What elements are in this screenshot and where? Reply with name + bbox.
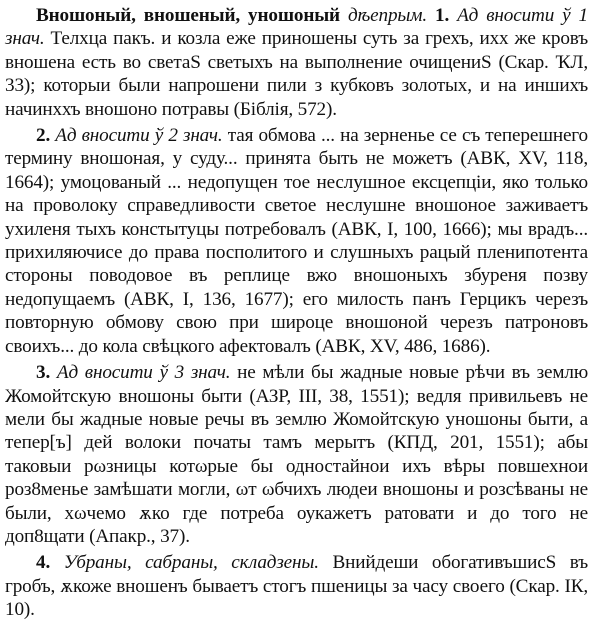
sense-number: 1. (435, 5, 450, 26)
entry-sense-2 (5, 124, 588, 358)
entry-pos: дѣепрым. (347, 5, 428, 26)
sense-text: Телхца пакъ. и козла еже приношены суть за грехъ, ихх же кровъ вношена есть во светаЅ светыхъ на выполнение очищениЅ (Скар. ҠЛ, 33); которыи были напрошени пили з кубковъ золотых, и на иншихъ начинххъ вношоно потравы (Біблія, 572). (5, 28, 588, 120)
sense-number: 2. (36, 125, 51, 147)
sense-label: Ад вносити ў 2 знач. (55, 125, 223, 147)
sense-number: 4. (36, 552, 51, 574)
sense-label: Убраны, сабраны, складзены. (63, 552, 319, 574)
entry-sense-1 (5, 4, 588, 121)
sense-label: Ад вносити ў 1 знач. (5, 5, 588, 50)
entry-sense-3 (5, 361, 588, 548)
entry-sense-4 (5, 551, 588, 621)
sense-text: Внийдеши обогативъшисЅ въ гробъ, ѫкоже вношенъ бываетъ стогъ пшеницы за часу своего (Скар. ІК, 10). (5, 552, 588, 621)
sense-label: Ад вносити ў 3 знач. (56, 362, 231, 384)
sense-number: 3. (36, 362, 51, 384)
sense-text: не мѣли бы жадные новые рѣчи въ землю Жомойтскую вношоны быти (АЗР, III, 38, 1551); ведля привильевъ не мели бы жадные новые речы въ землю Жомойтскую уношоны быти, а тепер[ъ] дей волоки початы тамъ мерытъ (КПД, 201, 1551); абы таковыи рωзницы котωрые бы одностайнои ихъ вѣры повшехнои роз8менье замѣшати могли, ωт ωбчихъ людеи вношоны и розсѣваны не были, хωчемо ѫко где потреба оукажетъ ратовати и до того не доп8щати (Апакр., 37). (5, 362, 589, 547)
sense-text: тая обмова ... на зерненье се съ теперешнего термину вношоная, у суду... принята быть не можетъ (АВК, XV, 118, 1664); умоцованый ... недопущен тое неслушное ексцепціи, яко только на проволоку справедливости светое неслушне вношоное заживаетъ ухиленя тыхъ констытуцы потребовалъ (АВК, I, 100, 1666); мы врадъ... прихиляючисе до права посполитого и слушныхъ рацый пленипотента стороны поводовое въ реплице вжо вношоныхъ збуреня позву недопущаемъ (АВК, I, 136, 1677); его милость панъ Герцикъ черезъ повторную обмову свою при широце вношоной черезъ патроновъ своихъ... до кола свѣцкого афектовалъ (АВК, XV, 486, 1686). (5, 125, 588, 357)
entry-headword: Вношоный, вношеный, уношоный (36, 5, 340, 26)
